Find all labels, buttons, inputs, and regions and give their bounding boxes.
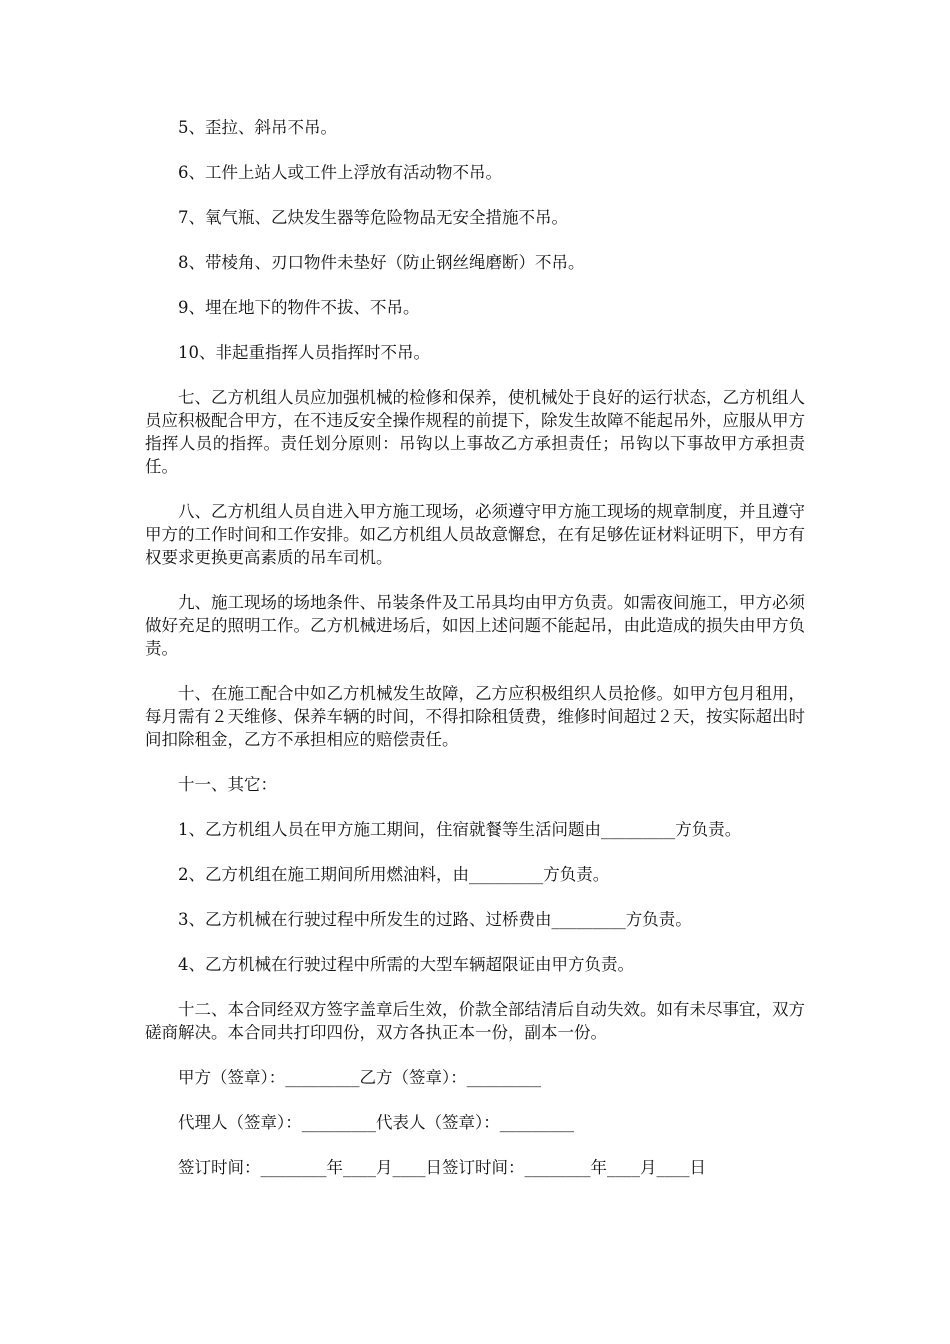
clause-7: 7、氧气瓶、乙炔发生器等危险物品无安全措施不吊。 <box>178 208 568 227</box>
section-eleven-item-3: 3、乙方机械在行驶过程中所发生的过路、过桥费由_________方负责。 <box>178 910 692 929</box>
section-eleven-item-1: 1、乙方机组人员在甲方施工期间，住宿就餐等生活问题由_________方负责。 <box>178 820 742 839</box>
signature-line-agents: 代理人（签章）：_________代表人（签章）：_________ <box>178 1113 574 1132</box>
clause-5: 5、歪拉、斜吊不吊。 <box>178 118 337 137</box>
clause-8: 8、带棱角、刃口物件未垫好（防止钢丝绳磨断）不吊。 <box>178 253 585 272</box>
section-eleven-item-4: 4、乙方机械在行驶过程中所需的大型车辆超限证由甲方负责。 <box>178 955 634 974</box>
section-eight: 八、乙方机组人员自进入甲方施工现场，必须遵守甲方施工现场的规章制度，并且遵守甲方的工作时间和工作安排。如乙方机组人员故意懈怠，在有足够佐证材料证明下，甲方有权要求更换更高素质的吊车司机。 <box>145 502 805 567</box>
section-eleven-heading: 十一、其它： <box>178 775 277 794</box>
document-body <box>145 110 805 1179</box>
section-seven: 七、乙方机组人员应加强机械的检修和保养，使机械处于良好的运行状态，乙方机组人员应积极配合甲方，在不违反安全操作规程的前提下，除发生故障不能起吊外，应服从甲方指挥人员的指挥。责任划分原则：吊钩以上事故乙方承担责任；吊钩以下事故甲方承担责任。 <box>145 388 805 476</box>
clause-9: 9、埋在地下的物件不拔、不吊。 <box>178 298 420 317</box>
signature-line-dates: 签订时间：________年____月____日签订时间：________年____月____日 <box>178 1158 706 1177</box>
signature-line-parties: 甲方（签章）：_________乙方（签章）：_________ <box>178 1068 541 1087</box>
clause-10: 10、非起重指挥人员指挥时不吊。 <box>178 343 430 362</box>
section-nine: 九、施工现场的场地条件、吊装条件及工吊具均由甲方负责。如需夜间施工，甲方必须做好充足的照明工作。乙方机械进场后，如因上述问题不能起吊，由此造成的损失由甲方负责。 <box>145 593 805 658</box>
section-ten: 十、在施工配合中如乙方机械发生故障，乙方应积极组织人员抢修。如甲方包月租用，每月需有２天维修、保养车辆的时间，不得扣除租赁费，维修时间超过２天，按实际超出时间扣除租金，乙方不承担相应的赔偿责任。 <box>145 684 805 749</box>
clause-6: 6、工件上站人或工件上浮放有活动物不吊。 <box>178 163 502 182</box>
section-twelve: 十二、本合同经双方签字盖章后生效，价款全部结清后自动失效。如有未尽事宜，双方磋商解决。本合同共打印四份，双方各执正本一份，副本一份。 <box>145 1000 805 1042</box>
section-eleven-item-2: 2、乙方机组在施工期间所用燃油料，由_________方负责。 <box>178 865 610 884</box>
